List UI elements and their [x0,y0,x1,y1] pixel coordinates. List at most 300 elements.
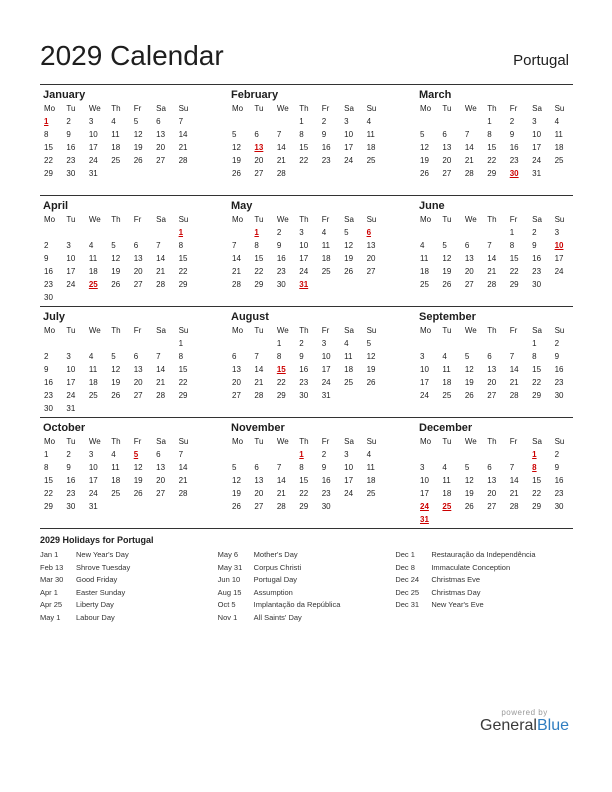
weekday-header: Sa [156,215,166,224]
holiday-day: 10 [554,241,564,250]
day: 26 [232,169,241,178]
day: 11 [321,241,331,250]
holiday-name: Shrove Tuesday [76,562,131,572]
weekday-header: Th [487,104,497,113]
day: 1 [44,450,49,459]
day: 11 [366,130,375,139]
weekday-header: Sa [532,437,542,446]
day: 18 [366,143,376,152]
day: 24 [554,267,564,276]
day: 17 [321,365,331,374]
day: 3 [344,117,349,126]
day: 15 [178,254,188,263]
day: 17 [66,378,76,387]
day: 9 [66,130,71,139]
month-september [416,307,573,417]
empty-day [85,337,107,350]
day: 28 [509,502,519,511]
day: 12 [111,365,121,374]
day: 18 [554,143,564,152]
day: 27 [442,169,452,178]
day: 3 [420,352,425,361]
day: 6 [254,130,259,139]
holiday-name: Mother's Day [253,550,298,559]
weekday-header: Mo [44,215,56,224]
month-days-grid [40,102,197,180]
day: 22 [487,156,497,165]
day: 22 [178,267,188,276]
weekday-header: Fr [133,437,142,446]
day: 1 [509,228,515,237]
day: 22 [532,378,542,387]
day: 19 [232,156,241,165]
day: 18 [111,476,121,485]
holiday-name: Portugal Day [253,575,298,584]
day: 28 [178,156,188,165]
day: 12 [442,254,452,263]
day: 4 [442,463,447,472]
holiday-day: 1 [532,450,537,459]
weekday-header: Fr [509,215,518,224]
empty-day [152,337,174,350]
brand-name [480,717,569,735]
day: 19 [420,156,429,165]
holiday-date: Jun 10 [217,575,241,584]
day: 30 [66,502,76,511]
holiday-date: Dec 8 [395,562,415,572]
weekday-header: Fr [509,326,518,335]
bottom-rule [40,528,573,529]
day: 24 [344,156,354,165]
day: 21 [276,156,286,165]
day: 17 [299,254,309,263]
holiday-day: 30 [509,169,519,178]
day: 23 [321,489,331,498]
day: 18 [88,378,98,387]
weekday-header: Th [299,437,309,446]
day: 16 [554,476,564,485]
weekday-header: Th [111,326,121,335]
day: 24 [66,391,76,400]
day: 13 [254,476,264,485]
day: 26 [111,280,121,289]
day: 18 [420,267,429,276]
holiday-item [395,587,573,600]
holiday-name: Assumption [253,587,293,597]
day: 9 [321,130,327,139]
holiday-name: Christmas Eve [431,575,481,584]
empty-day [506,337,528,350]
holiday-date: Mar 30 [40,575,64,584]
day: 3 [321,339,327,348]
weekday-header: Mo [420,104,432,113]
empty-day [483,337,505,350]
day: 8 [44,130,49,139]
day: 28 [487,280,497,289]
day: 6 [487,352,492,361]
holiday-name: New Year's Day [76,550,129,559]
weekday-header: Mo [44,326,56,335]
day: 23 [554,378,564,387]
weekday-header: Fr [509,104,518,113]
holiday-date: Oct 5 [217,600,236,609]
day: 13 [464,254,474,263]
holiday-item [40,587,218,600]
weekday-header: Th [487,326,497,335]
holiday-item [40,562,218,575]
holiday-column [40,549,218,624]
weekday-header: Tu [66,437,76,446]
day: 26 [464,502,474,511]
month-name: March [419,89,452,101]
weekday-header: We [88,437,101,446]
weekday-header: Sa [532,104,542,113]
day: 8 [254,241,259,250]
day: 16 [44,267,53,276]
weekday-header: Su [366,104,377,113]
day: 26 [344,267,354,276]
day: 15 [532,365,542,374]
weekday-header: Su [554,104,565,113]
weekday-header: Sa [344,437,354,446]
day: 11 [554,130,563,139]
holiday-day: 25 [88,280,98,289]
day: 15 [299,143,309,152]
day: 3 [66,241,71,250]
day: 2 [66,117,71,126]
empty-day [483,448,505,461]
day: 10 [321,352,331,361]
day: 12 [232,143,241,152]
day: 12 [420,143,429,152]
holiday-item [40,612,218,625]
day: 8 [299,130,304,139]
day: 29 [44,502,53,511]
month-november [228,418,385,528]
day: 26 [464,391,474,400]
day: 7 [487,241,492,250]
country-name: Portugal [513,52,569,69]
weekday-header: Su [178,437,189,446]
day: 19 [111,378,121,387]
day: 19 [344,254,354,263]
day: 13 [156,130,166,139]
weekday-header: Tu [442,215,452,224]
weekday-header: Sa [532,326,542,335]
empty-day [62,337,84,350]
weekday-header: Tu [254,437,264,446]
holiday-date: Dec 25 [395,587,420,597]
day: 23 [276,267,286,276]
day: 16 [44,378,53,387]
holiday-item [218,587,396,600]
day: 13 [366,241,376,250]
month-name: August [231,311,269,323]
day: 28 [509,391,519,400]
day: 13 [442,143,452,152]
day: 19 [442,267,452,276]
month-name: June [419,200,445,212]
day: 17 [420,378,429,387]
day: 15 [44,476,53,485]
day: 27 [156,156,166,165]
weekday-header: We [464,326,477,335]
holiday-date: May 1 [40,612,61,622]
day: 21 [156,267,166,276]
day: 7 [254,352,259,361]
month-name: February [231,89,279,101]
day: 5 [464,463,470,472]
day: 16 [299,365,309,374]
day: 20 [156,476,166,485]
holiday-item [218,574,396,587]
day: 11 [88,254,98,263]
day: 24 [299,267,309,276]
day: 9 [554,463,560,472]
day: 18 [442,489,452,498]
month-days-grid [40,435,197,513]
empty-day [62,226,84,239]
day: 12 [111,254,121,263]
weekday-header: Mo [232,215,244,224]
empty-day [461,115,483,128]
powered-by-text: powered by [501,708,548,717]
holiday-name: Labour Day [76,612,115,622]
holiday-name: Immaculate Conception [431,562,511,572]
empty-day [416,337,438,350]
empty-day [152,226,174,239]
day: 25 [111,489,121,498]
day: 25 [442,391,452,400]
day: 28 [464,169,474,178]
day: 26 [366,378,376,387]
weekday-header: Tu [442,326,452,335]
day: 18 [344,365,354,374]
day: 31 [321,391,331,400]
day: 6 [487,463,492,472]
weekday-header: Tu [254,215,264,224]
day: 31 [88,502,98,511]
day: 13 [487,365,497,374]
brand-logo [480,708,569,735]
holiday-item [395,562,573,575]
weekday-header: We [464,437,477,446]
holiday-item [218,599,396,612]
day: 4 [111,450,116,459]
day: 20 [133,267,143,276]
day: 19 [133,143,143,152]
holiday-day: 31 [299,280,309,289]
month-days-grid [40,213,197,304]
day: 12 [133,130,143,139]
day: 10 [344,463,354,472]
day: 6 [156,450,161,459]
day: 31 [66,404,76,413]
brand-general: General [480,717,537,734]
day: 2 [44,352,49,361]
day: 14 [254,365,264,374]
holiday-item [218,562,396,575]
holiday-name: Good Friday [76,575,118,584]
day: 21 [276,489,286,498]
holiday-date: Aug 15 [217,587,242,597]
day: 15 [254,254,264,263]
day: 10 [66,254,76,263]
day: 5 [111,241,116,250]
weekday-header: Fr [133,215,142,224]
day: 16 [66,476,76,485]
day: 3 [88,117,94,126]
day: 23 [321,156,331,165]
holiday-item [395,574,573,587]
day: 15 [532,476,542,485]
holiday-name: Corpus Christi [253,562,302,572]
empty-day [228,115,250,128]
day: 1 [276,339,282,348]
holidays-section [40,535,573,624]
day: 10 [420,476,429,485]
month-april [40,196,197,306]
empty-day [506,448,528,461]
weekday-header: We [276,326,289,335]
month-name: October [43,422,86,434]
empty-day [85,226,107,239]
day: 29 [509,280,519,289]
day: 3 [420,463,425,472]
day: 27 [133,391,143,400]
day: 20 [232,378,241,387]
day: 19 [366,365,376,374]
day: 17 [88,476,98,485]
day: 6 [133,241,139,250]
day: 24 [321,378,331,387]
holiday-day: 31 [420,515,429,524]
weekday-header: Su [554,215,565,224]
empty-day [130,337,152,350]
day: 29 [178,280,188,289]
day: 2 [321,450,327,459]
weekday-header: We [276,104,289,113]
day: 4 [366,450,372,459]
day: 11 [111,130,120,139]
weekday-header: Fr [321,104,330,113]
day: 22 [299,489,309,498]
day: 21 [509,378,519,387]
day: 6 [464,241,470,250]
holiday-name: All Saints' Day [253,612,302,622]
holiday-date: Apr 1 [40,587,58,597]
day: 23 [44,280,53,289]
weekday-header: Tu [66,215,76,224]
day: 1 [532,339,537,348]
holiday-name: Implantação da República [253,600,341,609]
day: 4 [366,117,372,126]
day: 22 [178,378,188,387]
month-row [40,417,573,528]
day: 4 [88,352,94,361]
day: 20 [487,489,497,498]
month-days-grid [228,213,385,291]
day: 12 [232,476,241,485]
day: 7 [156,241,161,250]
day: 25 [88,391,98,400]
day: 29 [299,502,309,511]
empty-day [228,448,250,461]
month-february [228,85,385,195]
day: 22 [44,156,53,165]
weekday-header: Th [299,326,309,335]
day: 19 [232,489,241,498]
holiday-date: Dec 1 [395,550,415,559]
day: 3 [532,117,537,126]
day: 21 [178,143,188,152]
weekday-header: Mo [420,437,432,446]
day: 7 [276,463,282,472]
day: 18 [321,254,331,263]
holidays-title: 2029 Holidays for Portugal [40,535,154,545]
holiday-name: Easter Sunday [76,587,126,597]
month-name: April [43,200,69,212]
empty-day [273,448,295,461]
weekday-header: Fr [133,104,142,113]
day: 30 [554,391,564,400]
day: 10 [532,130,542,139]
empty-day [250,448,272,461]
day: 23 [554,489,564,498]
day: 3 [299,228,304,237]
holiday-column [395,549,573,624]
weekday-header: Th [111,104,121,113]
weekday-header: Su [366,326,377,335]
day: 12 [464,476,474,485]
day: 8 [487,130,492,139]
empty-day [228,226,250,239]
day: 5 [420,130,425,139]
day: 14 [464,143,474,152]
day: 6 [254,463,259,472]
empty-day [130,226,152,239]
weekday-header: Mo [420,326,432,335]
day: 30 [532,280,542,289]
holidays-list [40,549,573,624]
day: 11 [420,254,429,263]
day: 10 [420,365,429,374]
day: 16 [532,254,542,263]
day: 14 [156,254,166,263]
day: 9 [276,241,282,250]
day: 22 [532,489,542,498]
day: 1 [487,117,492,126]
day: 22 [509,267,519,276]
weekday-header: Fr [509,437,518,446]
day: 19 [464,489,474,498]
page-title: 2029 Calendar [40,40,224,71]
weekday-header: Sa [156,326,166,335]
day: 9 [321,463,327,472]
weekday-header: Tu [442,437,452,446]
day: 22 [44,489,53,498]
empty-day [461,226,483,239]
day: 20 [156,143,166,152]
day: 13 [487,476,497,485]
day: 7 [178,450,184,459]
day: 21 [509,489,519,498]
day: 29 [532,502,542,511]
day: 14 [178,130,188,139]
day: 26 [111,391,121,400]
day: 12 [133,463,143,472]
day: 22 [276,378,286,387]
